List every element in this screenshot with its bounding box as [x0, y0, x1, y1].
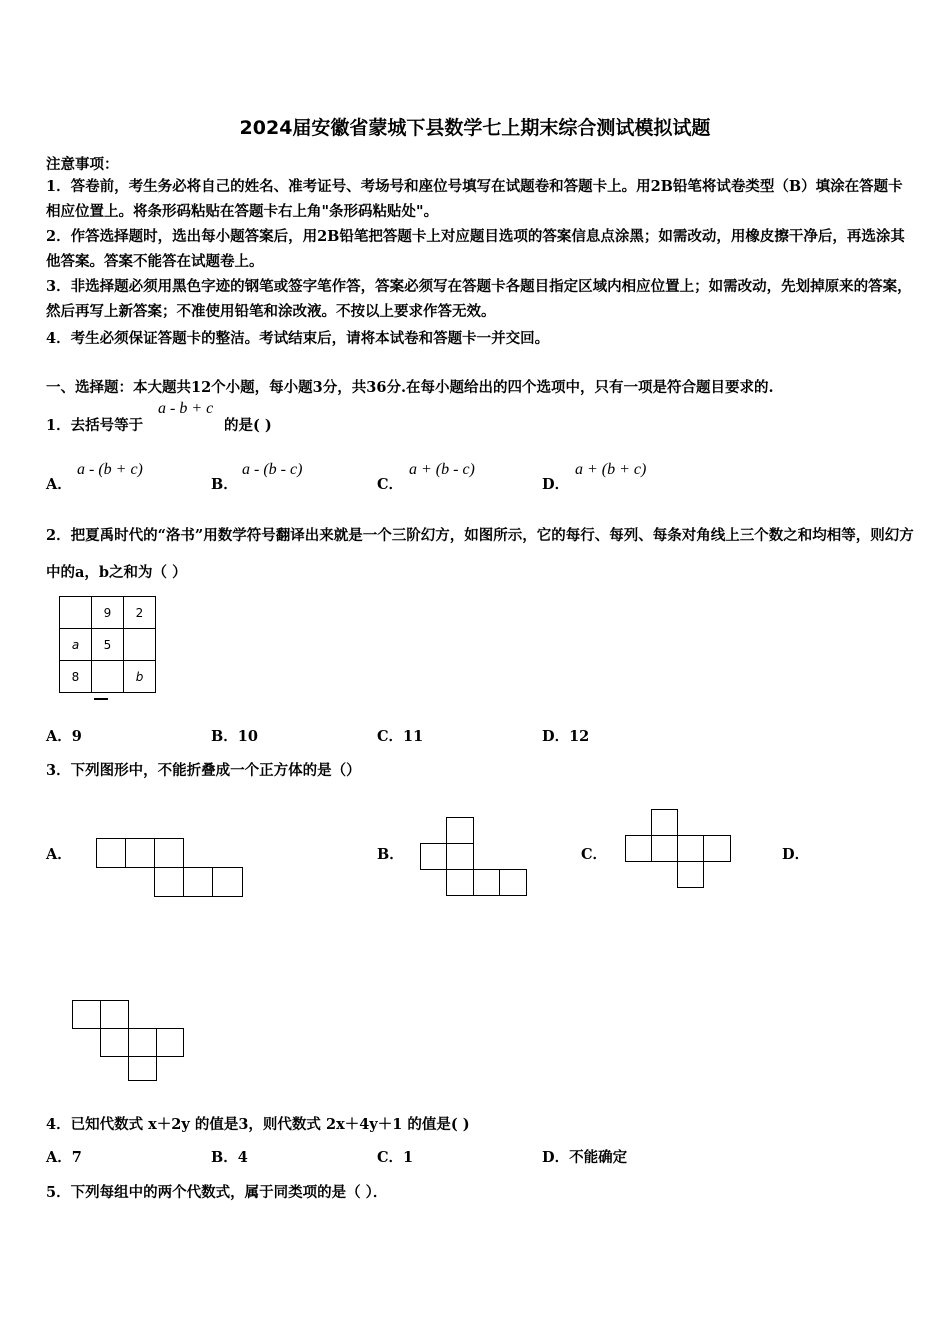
magic-square [59, 596, 156, 693]
q1-option-b-label[interactable]: B． [211, 476, 238, 493]
q2-option-a[interactable]: A．9 [46, 728, 82, 745]
magic-square-cell [124, 629, 156, 661]
q4-option-b[interactable]: B．4 [211, 1149, 248, 1166]
magic-square-cell: 2 [124, 597, 156, 629]
note-item-4: 4．考生必须保证答题卡的整洁。考试结束后，请将本试卷和答题卡一并交回。 [46, 330, 550, 347]
section-heading: 一、选择题：本大题共12个小题，每小题3分，共36分.在每小题给出的四个选项中，只有一项是符合题目要求的. [46, 379, 774, 396]
q1-option-a-expr: a - (b + c) [77, 461, 143, 478]
note-item-2: 2．作答选择题时，选出每小题答案后，用2B铅笔把答题卡上对应题目选项的答案信息点涂黑；如需改动，用橡皮擦干净后，再选涂其他答案。答案不能答在试题卷上。 [46, 228, 905, 270]
question-1-suffix: 的是( ) [224, 417, 272, 434]
magic-square-cell: 8 [60, 661, 92, 693]
question-1-prefix: 1．去括号等于 [46, 417, 144, 434]
magic-square-cell-a: a [60, 629, 92, 661]
q3-option-c-label[interactable]: C． [581, 846, 608, 863]
q1-option-c-label[interactable]: C． [377, 476, 404, 493]
q1-option-a-label[interactable]: A． [46, 476, 72, 493]
q1-option-d-expr: a + (b + c) [575, 461, 647, 478]
q2-option-b[interactable]: B．10 [211, 728, 258, 745]
q3-option-a-label[interactable]: A． [46, 846, 72, 863]
q3-option-d-label[interactable]: D． [782, 846, 810, 863]
q2-option-c[interactable]: C．11 [377, 728, 424, 745]
magic-square-cell: 5 [92, 629, 124, 661]
question-3-text: 3．下列图形中，不能折叠成一个正方体的是（） [46, 762, 361, 779]
note-item-1: 1．答卷前，考生务必将自己的姓名、准考证号、考场号和座位号填写在试题卷和答题卡上。用2B铅笔将试卷类型（B）填涂在答题卡相应位置上。将条形码粘贴在答题卡右上角"条形码粘贴处"。 [46, 178, 903, 220]
q1-option-c-expr: a + (b - c) [409, 461, 475, 478]
magic-square-cell-b: b [124, 661, 156, 693]
q4-option-d[interactable]: D．不能确定 [542, 1149, 628, 1166]
page-title: 2024届安徽省蒙城下县数学七上期末综合测试模拟试题 [239, 117, 711, 139]
q4-option-c[interactable]: C．1 [377, 1149, 414, 1166]
question-4-text: 4．已知代数式 x＋2y 的值是3，则代数式 2x＋4y＋1 的值是( ) [46, 1116, 470, 1133]
q3-option-b-label[interactable]: B． [377, 846, 404, 863]
question-1-expression: a - b + c [158, 400, 214, 417]
magic-square-cell [60, 597, 92, 629]
magic-square-cell [92, 661, 124, 693]
q4-option-a[interactable]: A．7 [46, 1149, 82, 1166]
notes-heading: 注意事项： [46, 156, 119, 173]
note-item-3: 3．非选择题必须用黑色字迹的钢笔或签字笔作答，答案必须写在答题卡各题目指定区域内相应位置上；如需改动，先划掉原来的答案，然后再写上新答案；不准使用铅笔和涂改液。不按以上要求作答无效。 [46, 278, 912, 320]
magic-square-cell: 9 [92, 597, 124, 629]
figure-mark [94, 698, 108, 700]
question-5-text: 5．下列每组中的两个代数式，属于同类项的是（ ）． [46, 1184, 388, 1201]
question-2-text: 2．把夏禹时代的“洛书”用数学符号翻译出来就是一个三阶幻方，如图所示，它的每行、每列、每条对角线上三个数之和均相等，则幻方中的a，b之和为（ ） [46, 527, 914, 581]
q1-option-d-label[interactable]: D． [542, 476, 570, 493]
q2-option-d[interactable]: D．12 [542, 728, 590, 745]
q1-option-b-expr: a - (b - c) [242, 461, 303, 478]
